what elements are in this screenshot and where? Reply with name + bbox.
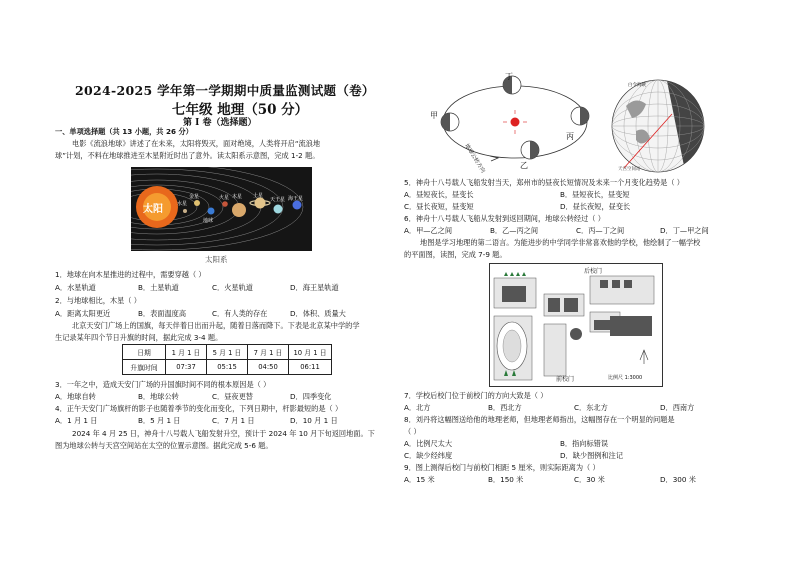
option-b: B．150 米	[488, 475, 524, 484]
option-d: D．四季变化	[290, 392, 332, 401]
option-d: D．海王星轨道	[290, 283, 339, 292]
option-a: A．北方	[404, 403, 431, 412]
option-c: C．30 米	[574, 475, 605, 484]
table-cell: 05:15	[207, 360, 248, 375]
table-header-cell: 1 月 1 日	[166, 345, 207, 360]
table-row	[123, 360, 332, 375]
option-a: A．距离太阳更近	[55, 309, 111, 318]
option-c: C．东北方	[574, 403, 608, 412]
venus-shape	[194, 200, 200, 206]
question-stem: 4．正午天安门广场旗杆的影子也随着季节的变化而变化，下列日期中，杆影最短的是（ ）	[55, 404, 343, 413]
option-b: B．昼短夜长，昼变短	[560, 190, 630, 199]
sun-label: 太阳	[143, 204, 163, 215]
option-c: C．丙—丁之间	[576, 226, 625, 235]
question-blank: （ ）	[404, 427, 421, 436]
part-heading: 一、单项选择题（共 13 小题，共 26 分）	[55, 127, 193, 136]
earth-shape	[208, 208, 215, 215]
question-stem: 8．刘丹将这幅图送给他的地理老师，但地理老师指出，这幅图存在一个明显的问题是	[404, 415, 675, 424]
question-stem: 9．图上测得后校门与前校门相距 5 厘米，则实际距离为（ ）	[404, 463, 600, 472]
exam-subtitle: 七年级 地理（50 分）	[172, 102, 309, 118]
question-stem: 7．学校后校门位于前校门的方向大致是（ ）	[404, 391, 548, 400]
table-row	[123, 345, 332, 360]
option-c: C．火星轨道	[212, 283, 253, 292]
school-map-svg	[490, 264, 662, 386]
option-b: B．地球公转	[138, 392, 179, 401]
option-d: D．昼长夜短，昼变长	[560, 202, 631, 211]
option-a: A．甲—乙之间	[404, 226, 453, 235]
option-d: D．体积、质量大	[290, 309, 346, 318]
option-b: B．5 月 1 日	[138, 416, 181, 425]
flag-time-table	[122, 344, 332, 375]
table-cell: 07:37	[166, 360, 207, 375]
saturn-label: 土星	[253, 193, 264, 199]
intro-line: 电影《流浪地球》讲述了在未来，太阳将毁灭，面对绝境，人类将开启“流浪地	[72, 139, 321, 148]
table-header-cell: 日期	[123, 345, 166, 360]
option-d: D．西南方	[660, 403, 695, 412]
option-a: A．昼短夜长，昼变长	[404, 190, 474, 199]
exam-title: 2024-2025 学年第一学期期中质量监测试题（卷）	[75, 83, 375, 98]
globe-diagram	[606, 76, 714, 176]
front-gate-label: 前校门	[556, 376, 575, 383]
orbit-label-b: 乙	[520, 161, 528, 170]
option-d: D．丁—甲之间	[660, 226, 709, 235]
saturn-shape	[255, 198, 266, 209]
option-c: C．缺少经纬度	[404, 451, 453, 460]
table-cell: 04:50	[248, 360, 289, 375]
intro-line: 北京天安门广场上的国旗，每天伴着日出而升起，随着日落而降下。下表是北京某中学的学	[72, 321, 360, 330]
orbit-diagram	[420, 70, 610, 175]
option-a: A．比例尺太大	[404, 439, 453, 448]
neptune-label: 海王星	[288, 196, 304, 202]
orbit-label-a: 甲	[430, 111, 438, 120]
option-b: B．土星轨道	[138, 283, 179, 292]
option-c: C．7 月 1 日	[212, 416, 255, 425]
globe-label-top: 白令海峡	[628, 83, 646, 88]
table-cell: 06:11	[289, 360, 332, 375]
option-c: C．昼夜更替	[212, 392, 253, 401]
option-c: C．昼长夜短，昼变短	[404, 202, 474, 211]
option-c: C．有人类的存在	[212, 309, 268, 318]
orbit-label-d: 丁	[505, 72, 513, 81]
option-b: B．乙—丙之间	[490, 226, 539, 235]
option-b: B．西北方	[488, 403, 522, 412]
question-stem: 1．地球在向木星推进的过程中，需要穿越（ ）	[55, 270, 206, 279]
mars-shape	[222, 201, 228, 207]
orbit-label-c: 丙	[566, 132, 574, 141]
back-gate-label: 后校门	[584, 268, 603, 275]
earth-label: 地球	[203, 218, 214, 224]
option-d: D．10 月 1 日	[290, 416, 338, 425]
option-a: A．水星轨道	[55, 283, 96, 292]
solar-system-figure	[131, 167, 312, 251]
uranus-label: 天王星	[270, 197, 286, 203]
option-d: D．300 米	[660, 475, 696, 484]
question-stem: 6．神舟十八号载人飞船从发射到返回期间，地球公转经过（ ）	[404, 214, 605, 223]
question-stem: 3．一年之中，造成天安门广场的升国旗时间不同的根本原因是（ ）	[55, 380, 271, 389]
sun-dot	[511, 118, 520, 127]
option-b: B．指向标错误	[560, 439, 609, 448]
orbit-direction-label: 地球公转方向	[463, 143, 486, 175]
scale-label: 比例尺 1:3000	[608, 375, 643, 381]
mars-label: 火星	[219, 195, 230, 201]
jupiter-label: 木星	[232, 194, 243, 200]
venus-label: 金星	[189, 194, 200, 200]
option-a: A．1 月 1 日	[55, 416, 98, 425]
intro-line: 2024 年 4 月 25 日，神舟十八号载人飞船发射升空，预计于 2024 年 10 月下旬返回地面。下	[72, 429, 375, 438]
table-cell: 升旗时间	[123, 360, 166, 375]
school-map	[489, 263, 663, 387]
option-d: D．缺少图例和注记	[560, 451, 624, 460]
intro-line: 地图是学习地理的第二语言。为能进步的中学同学非常喜欢他的学校，他绘制了一幅学校	[420, 238, 701, 247]
uranus-shape	[274, 205, 283, 214]
table-header-cell: 10 月 1 日	[289, 345, 332, 360]
intro-line: 球”计划，不料在地球推进至木星附近时出了意外。读太阳系示意图，完成 1-2 题。	[55, 151, 320, 160]
jupiter-shape	[232, 203, 246, 217]
intro-line: 生记录某年四个节日升旗的时间，据此完成 3-4 题。	[55, 333, 223, 342]
mercury-shape	[183, 209, 187, 213]
option-b: B．表面温度高	[138, 309, 187, 318]
question-stem: 5．神舟十八号载人飞船发射当天，郑州市的昼夜长短情况及未来一个月变化趋势是（ ）	[404, 178, 684, 187]
intro-line: 图为地球公转与天宫空间站在太空的位置示意图。据此完成 5-6 题。	[55, 441, 273, 450]
option-a: A．地球自转	[55, 392, 96, 401]
globe-label-bottom: 天宫空间站	[618, 167, 641, 172]
figure-caption: 太阳系	[205, 255, 228, 264]
question-stem: 2．与地球相比，木星（ ）	[55, 296, 141, 305]
mercury-label: 水星	[177, 201, 188, 207]
table-header-cell: 5 月 1 日	[207, 345, 248, 360]
table-header-cell: 7 月 1 日	[248, 345, 289, 360]
section-title: 第 I 卷（选择题）	[183, 118, 257, 128]
option-a: A．15 米	[404, 475, 435, 484]
intro-line: 的平面图，读图，完成 7-9 题。	[404, 250, 507, 259]
